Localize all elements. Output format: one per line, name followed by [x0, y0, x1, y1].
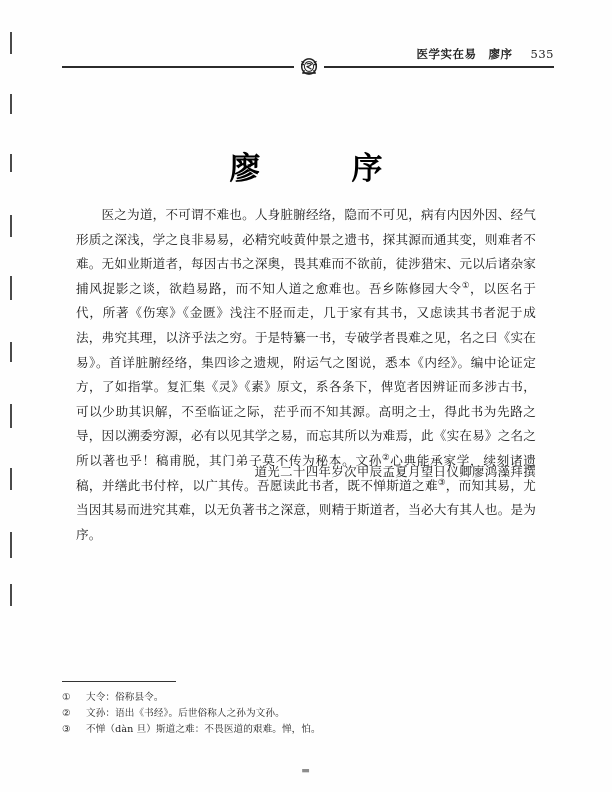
footnote-reference[interactable]: ②: [382, 452, 391, 463]
footnote-marker: ①: [62, 692, 71, 703]
footnote-text: 不惮（dàn 旦）斯道之难：不畏医道的艰难。惮，怕。: [86, 724, 321, 735]
body-text: [76, 203, 536, 547]
footnote-marker: ②: [62, 708, 71, 719]
page-title: 廖 序: [229, 151, 413, 187]
footnote-reference[interactable]: ①: [461, 280, 471, 291]
header-section-title: 廖序: [488, 47, 513, 61]
binding-mark: [10, 94, 12, 114]
binding-mark: [10, 215, 12, 237]
footnote-reference[interactable]: ③: [437, 477, 446, 488]
footnote-item: [62, 722, 482, 738]
footnote-text: 文孙：语出《书经》。后世俗称人之孙为文孙。: [86, 708, 285, 719]
binding-mark: [10, 32, 12, 54]
binding-mark: [10, 532, 12, 558]
footnote-item: [62, 706, 482, 722]
binding-mark: [10, 468, 12, 490]
binding-mark: [10, 342, 12, 362]
footnote-list: [62, 690, 482, 738]
header-rule-left: [62, 66, 294, 68]
header-text: [254, 46, 554, 62]
footnote-separator: [62, 681, 176, 682]
binding-margin-marks: [0, 32, 20, 592]
footnote-item: [62, 690, 482, 706]
signature-line: 道光二十四年岁次甲辰孟夏月望日仪卿廖鸿藻拜撰: [254, 464, 536, 479]
footnote-marker: ③: [62, 724, 71, 735]
header-book-title: 医学实在易: [416, 47, 477, 61]
binding-mark: [10, 276, 12, 300]
binding-mark: [10, 584, 12, 606]
running-header: [62, 47, 554, 82]
folio-mark: ▬: [301, 766, 311, 776]
preface-paragraph: 医之为道，不可谓不难也。人身脏腑经络，隐而不可见，病有内因外因、经气形质之深浅，学之良非易易，必精究岐黄仲景之遗书，探其源而通其变，则难者不难。无如业斯道者，每因古书之深奥，畏其难而不欲前，徒涉猎宋、元以后诸杂家捕风捉影之谈，欲趋易路，而不知人道之愈难也。吾乡陈修园大令①，以医名于代，所著《伤寒》《金匮》浅注不胫而走，几于家有其书，又虑读其书者泥于成法，弗究其理，以济乎法之穷。于是特纂一书，专破学者畏难之见，名之曰《实在易》。首详脏腑经络，集四诊之遗规，附运气之图说，悉本《内经》。编中论证定方，了如指掌。复汇集《灵》《素》原文，系各条下，俾览者因辨证而多涉古书，可以少助其识解，不至临证之际，茫乎而不知其源。高明之士，得此书为先路之导，因以溯委穷源，必有以见其学之易，而忘其所以为难焉，此《实在易》之名之所以著也乎！稿甫脱，其门弟子莫不传为秘本。文孙②心典能承家学，续刻诸遗稿，并缮此书付梓，以广其传。吾愿读此书者，既不惮斯道之难③，而知其易，尤当因其易而进究其难，以无负著书之深意，则精于斯道者，当必大有其人也。是为序。: [76, 207, 536, 542]
footnote-text: 大令：俗称县令。: [86, 692, 164, 703]
header-rule-right: [324, 66, 554, 68]
header-page-number: 535: [530, 47, 554, 61]
binding-mark: [10, 404, 12, 428]
